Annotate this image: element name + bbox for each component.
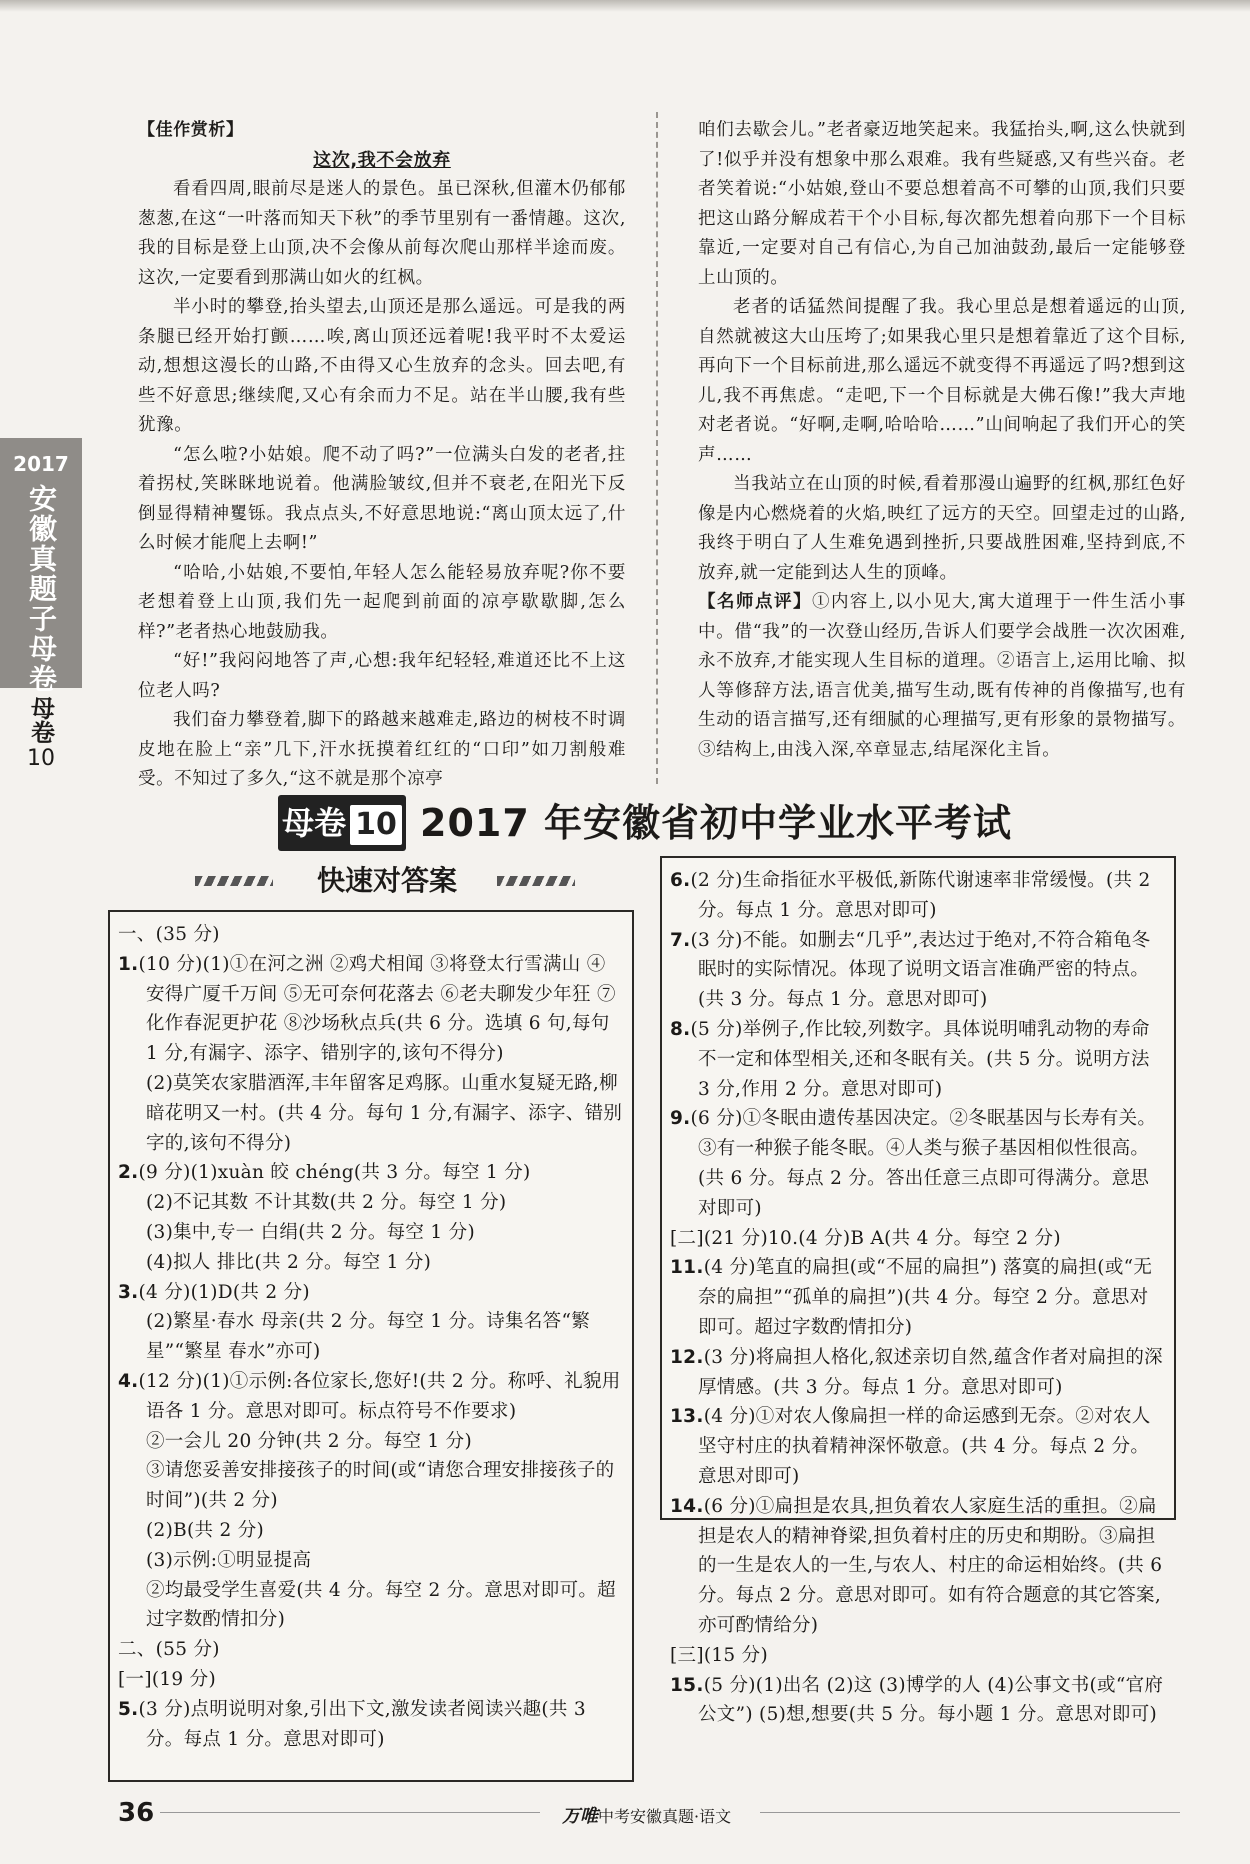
answer-item — [118, 1278, 624, 1308]
footer-rule — [160, 1812, 540, 1813]
quick-answers-title: 快速对答案 — [316, 864, 457, 897]
question-number: 13. — [670, 1406, 704, 1428]
question-number: 11. — [670, 1257, 704, 1279]
answer-item — [118, 1546, 624, 1576]
side-juan-number: 10 — [27, 746, 55, 771]
answer-text: (4 分)笔直的扁担(或“不屈的扁担”) 落寞的扁担(或“无奈的扁担”“孤单的扁担”)(共 4 分。每空 2 分。意思对即可。超过字数酌情扣分) — [698, 1257, 1153, 1338]
top-edge-shadow — [0, 0, 1250, 12]
answer-text: (5 分)(1)出名 (2)这 (3)博学的人 (4)公事文书(或“官府公文”) (5)想,想要(共 5 分。每小题 1 分。意思对即可) — [698, 1674, 1164, 1726]
answer-text: ②一会儿 20 分钟(共 2 分。每空 1 分) — [146, 1430, 473, 1452]
answer-text: (4)拟人 排比(共 2 分。每空 1 分) — [146, 1251, 432, 1273]
page-number: 36 — [118, 1798, 155, 1828]
decorative-stripes-icon — [195, 876, 273, 886]
answer-item — [118, 1307, 624, 1367]
side-juan-label: 母卷 — [26, 696, 55, 744]
answer-item — [670, 1492, 1166, 1641]
answer-text: (2)繁星·春水 母亲(共 2 分。每空 1 分。诗集名答“繁星”“繁星 春水”亦可) — [146, 1311, 591, 1363]
question-number: 3. — [118, 1281, 139, 1303]
footer-title — [562, 1802, 731, 1828]
answer-text: (9 分)(1)xuàn 皎 chéng(共 3 分。每空 1 分) — [138, 1162, 531, 1184]
essay-right-column — [698, 116, 1186, 765]
answer-item — [118, 1427, 624, 1457]
essay-left-column — [138, 116, 626, 795]
footer-rule — [760, 1812, 1180, 1813]
answer-item — [670, 1343, 1166, 1403]
answer-item — [118, 1188, 624, 1218]
answer-item — [118, 1069, 624, 1158]
question-number: 4. — [118, 1370, 139, 1392]
answer-text: (3)集中,专一 白绢(共 2 分。每空 1 分) — [146, 1221, 475, 1243]
answer-text: (10 分)(1)①在河之洲 ②鸡犬相闻 ③将登太行雪满山 ④安得广厦千万间 ⑤无可奈何花落去 ⑥老夫聊发少年狂 ⑦化作春泥更护花 ⑧沙场秋点兵(共 6 分。选填 6 句,每句 1 分,有漏字、添字、错别字的,该句不得分) — [138, 953, 616, 1065]
question-number: 15. — [670, 1674, 704, 1696]
essay-paragraph: 老者的话猛然间提醒了我。我心里总是想着遥远的山顶,自然就被这大山压垮了;如果我心里只是想着靠近了这个目标,再向下一个目标前进,那么遥远不就变得不再遥远了吗?想到这儿,我不再焦虑。“走吧,下一个目标就是大佛石像!”我大声地对老者说。“好啊,走啊,哈哈哈……”山间响起了我们开心的笑声…… — [698, 297, 1186, 465]
answer-list-right — [670, 866, 1166, 1730]
answer-text: (6 分)①冬眠由遗传基因决定。②冬眠基因与长寿有关。③有一种猴子能冬眠。④人类与猴子基因相似性很高。(共 6 分。每点 2 分。答出任意三点即可得满分。意思对即可) — [690, 1108, 1157, 1219]
answer-text: (12 分)(1)①示例:各位家长,您好!(共 2 分。称呼、礼貌用语各 1 分。意思对即可。标点符号不作要求) — [138, 1370, 621, 1422]
answer-item — [118, 1456, 624, 1516]
side-tab — [0, 438, 82, 694]
answer-text: (4 分)(1)D(共 2 分) — [138, 1281, 310, 1303]
answer-text: (2)B(共 2 分) — [146, 1519, 265, 1541]
answer-item — [118, 1367, 624, 1427]
answer-item — [670, 866, 1166, 926]
answer-text: (3 分)将扁担人格化,叙述亲切自然,蕴含作者对扁担的深厚情感。(共 3 分。每点 1 分。意思对即可) — [698, 1346, 1163, 1398]
essay-paragraph: 我们奋力攀登着,脚下的路越来越难走,路边的树枝不时调皮地在脸上“亲”几下,汗水抚摸着红红的“口印”如刀割般难受。不知过了多久,“这不就是那个凉亭 — [138, 710, 626, 789]
answer-text: (3)示例:①明显提高 — [146, 1549, 312, 1571]
answer-text: 二、(55 分) — [118, 1639, 220, 1661]
quick-answers-header — [195, 856, 585, 906]
answer-item — [118, 1635, 624, 1665]
answer-item — [670, 1224, 1166, 1254]
answer-text: ②均最受学生喜爱(共 4 分。每空 2 分。意思对即可。超过字数酌情扣分) — [146, 1579, 616, 1631]
side-tab-title: 安徽真题子母卷 — [25, 484, 58, 694]
essay-paragraph: 咱们去歇会儿。”老者豪迈地笑起来。我猛抬头,啊,这么快就到了!似乎并没有想象中那么艰难。我有些疑惑,又有些兴奋。老者笑着说:“小姑娘,登山不要总想着高不可攀的山顶,我们只要把这山路分解成若干个小目标,每次都先想着向那下一个目标靠近,一定要对自己有信心,为自己加油鼓劲,最后一定能够登上山顶的。 — [698, 120, 1186, 288]
essay-paragraph: “怎么啦?小姑娘。爬不动了吗?”一位满头白发的老者,拄着拐杖,笑眯眯地说着。他满脸皱纹,但并不衰老,在阳光下反倒显得精神矍铄。我点点头,不好意思地说:“离山顶太远了,什么时候才能爬上去啊!” — [138, 444, 626, 553]
answer-item — [670, 926, 1166, 1015]
answer-item — [670, 1402, 1166, 1491]
answer-text: (2)不记其数 不计其数(共 2 分。每空 1 分) — [146, 1192, 507, 1214]
question-number: 1. — [118, 953, 139, 975]
essay-paragraph: 看看四周,眼前尽是迷人的景色。虽已深秋,但灌木仍郁郁葱葱,在这“一叶落而知天下秋”的季节里别有一番情趣。这次,我的目标是登上山顶,决不会像从前每次爬山那样半途而废。这次,一定要看到那满山如火的红枫。 — [138, 179, 626, 288]
essay-title-text: 这次,我不会放弃 — [313, 149, 451, 171]
answer-text: [一](19 分) — [118, 1668, 216, 1690]
answer-text: (6 分)①扁担是农具,担负着农人家庭生活的重担。②扁担是农人的精神脊梁,担负着村庄的历史和期盼。③扁担的一生是农人的一生,与农人、村庄的命运相始终。(共 6 分。每点 2 分。意思对即可。如有符合题意的其它答案,亦可酌情给分) — [698, 1495, 1163, 1636]
side-tab-juan — [0, 696, 82, 771]
answer-item — [670, 1253, 1166, 1342]
answer-item — [118, 1576, 624, 1636]
answer-text: ③请您妥善安排接孩子的时间(或“请您合理安排接孩子的时间”)(共 2 分) — [146, 1460, 615, 1512]
question-number: 7. — [670, 929, 691, 951]
question-number: 2. — [118, 1162, 139, 1184]
question-number: 5. — [118, 1698, 139, 1720]
answer-list-left — [118, 920, 624, 1754]
column-divider — [656, 112, 658, 784]
answer-item — [670, 1015, 1166, 1104]
answer-item — [118, 1695, 624, 1755]
side-tab-year: 2017 — [13, 452, 69, 476]
exam-banner — [278, 795, 1068, 851]
answer-text: (4 分)①对农人像扁担一样的命运感到无奈。②对农人坚守村庄的执着精神深怀敬意。(共 4 分。每点 2 分。意思对即可) — [698, 1406, 1151, 1487]
essay-paragraph: “好!”我闷闷地答了声,心想:我年纪轻轻,难道还比不上这位老人吗? — [138, 651, 626, 701]
answer-item — [118, 1248, 624, 1278]
answer-text: (3 分)点明说明对象,引出下文,激发读者阅读兴趣(共 3 分。每点 1 分。意思对即可) — [138, 1698, 586, 1750]
answer-item — [118, 1665, 624, 1695]
question-number: 9. — [670, 1108, 691, 1130]
answer-item — [118, 1158, 624, 1188]
answer-text: (2)莫笑农家腊酒浑,丰年留客足鸡豚。山重水复疑无路,柳暗花明又一村。(共 4 分。每句 1 分,有漏字、添字、错别字的,该句不得分) — [146, 1072, 623, 1154]
answer-item — [118, 1218, 624, 1248]
answer-item — [118, 950, 624, 1069]
answer-item — [670, 1641, 1166, 1671]
question-number: 6. — [670, 870, 691, 891]
banner-title: 2017 年安徽省初中学业水平考试 — [420, 801, 1012, 845]
decorative-stripes-icon — [497, 876, 575, 886]
answer-box-right — [660, 856, 1176, 1726]
answer-text: (5 分)举例子,作比较,列数字。具体说明哺乳动物的寿命不一定和体型相关,还和冬眠有关。(共 5 分。说明方法 3 分,作用 2 分。意思对即可) — [690, 1018, 1150, 1100]
banner-badge — [278, 795, 406, 851]
essay-title — [138, 146, 626, 176]
answer-item — [670, 1104, 1166, 1223]
question-number: 14. — [670, 1495, 704, 1517]
footer-text: 中考安徽真题·语文 — [598, 1807, 732, 1826]
answer-text: (3 分)不能。如删去“几乎”,表达过于绝对,不符合箱龟冬眠时的实际情况。体现了说明文语言准确严密的特点。(共 3 分。每点 1 分。意思对即可) — [690, 929, 1151, 1011]
question-number: 8. — [670, 1018, 691, 1040]
teacher-comment-text: ①内容上,以小见大,寓大道理于一件生活小事中。借“我”的一次登山经历,告诉人们要学会战胜一次次困难,永不放弃,才能实现人生目标的道理。②语言上,运用比喻、拟人等修辞方法,语言优美,描写生动,既有传神的肖像描写,也有生动的语言描写,还有细腻的心理描写,更有形象的景物描写。③结构上,由浅入深,卒章显志,结尾深化主旨。 — [698, 592, 1186, 760]
banner-badge-number: 10 — [350, 805, 402, 845]
answer-item — [118, 920, 624, 950]
essay-paragraph: 当我站立在山顶的时候,看着那漫山遍野的红枫,那红色好像是内心燃烧着的火焰,映红了远方的天空。回望走过的山路,我终于明白了人生难免遇到挫折,只要战胜困难,坚持到底,不放弃,就一定能到达人生的顶峰。 — [698, 474, 1186, 583]
answer-text: [二](21 分)10.(4 分)B A(共 4 分。每空 2 分) — [670, 1227, 1061, 1249]
teacher-comment-tag: 【名师点评】 — [698, 592, 812, 612]
answer-text: 一、(35 分) — [118, 924, 220, 945]
essay-paragraph: “哈哈,小姑娘,不要怕,年轻人怎么能轻易放弃呢?你不要老想着登上山顶,我们先一起爬到前面的凉亭歇歇脚,怎么样?”老者热心地鼓励我。 — [138, 562, 626, 642]
answer-item — [118, 1516, 624, 1546]
answer-text: [三](15 分) — [670, 1644, 768, 1666]
banner-badge-label: 母卷 — [282, 804, 347, 842]
essay-heading: 【佳作赏析】 — [138, 120, 244, 140]
essay-paragraph: 半小时的攀登,抬头望去,山顶还是那么遥远。可是我的两条腿已经开始打颤……唉,离山顶还远着呢!我平时不太爱运动,想想这漫长的山路,不由得又心生放弃的念头。回去吧,有些不好意思;继续爬,又心有余而力不足。站在半山腰,我有些犹豫。 — [138, 297, 626, 435]
answer-text: (2 分)生命指征水平极低,新陈代谢速率非常缓慢。(共 2 分。每点 1 分。意思对即可) — [690, 870, 1151, 921]
question-number: 12. — [670, 1346, 704, 1368]
teacher-comment — [698, 588, 1186, 765]
answer-box-left — [108, 910, 634, 1782]
brand-logo: 万唯 — [562, 1806, 598, 1827]
answer-item — [670, 1671, 1166, 1731]
